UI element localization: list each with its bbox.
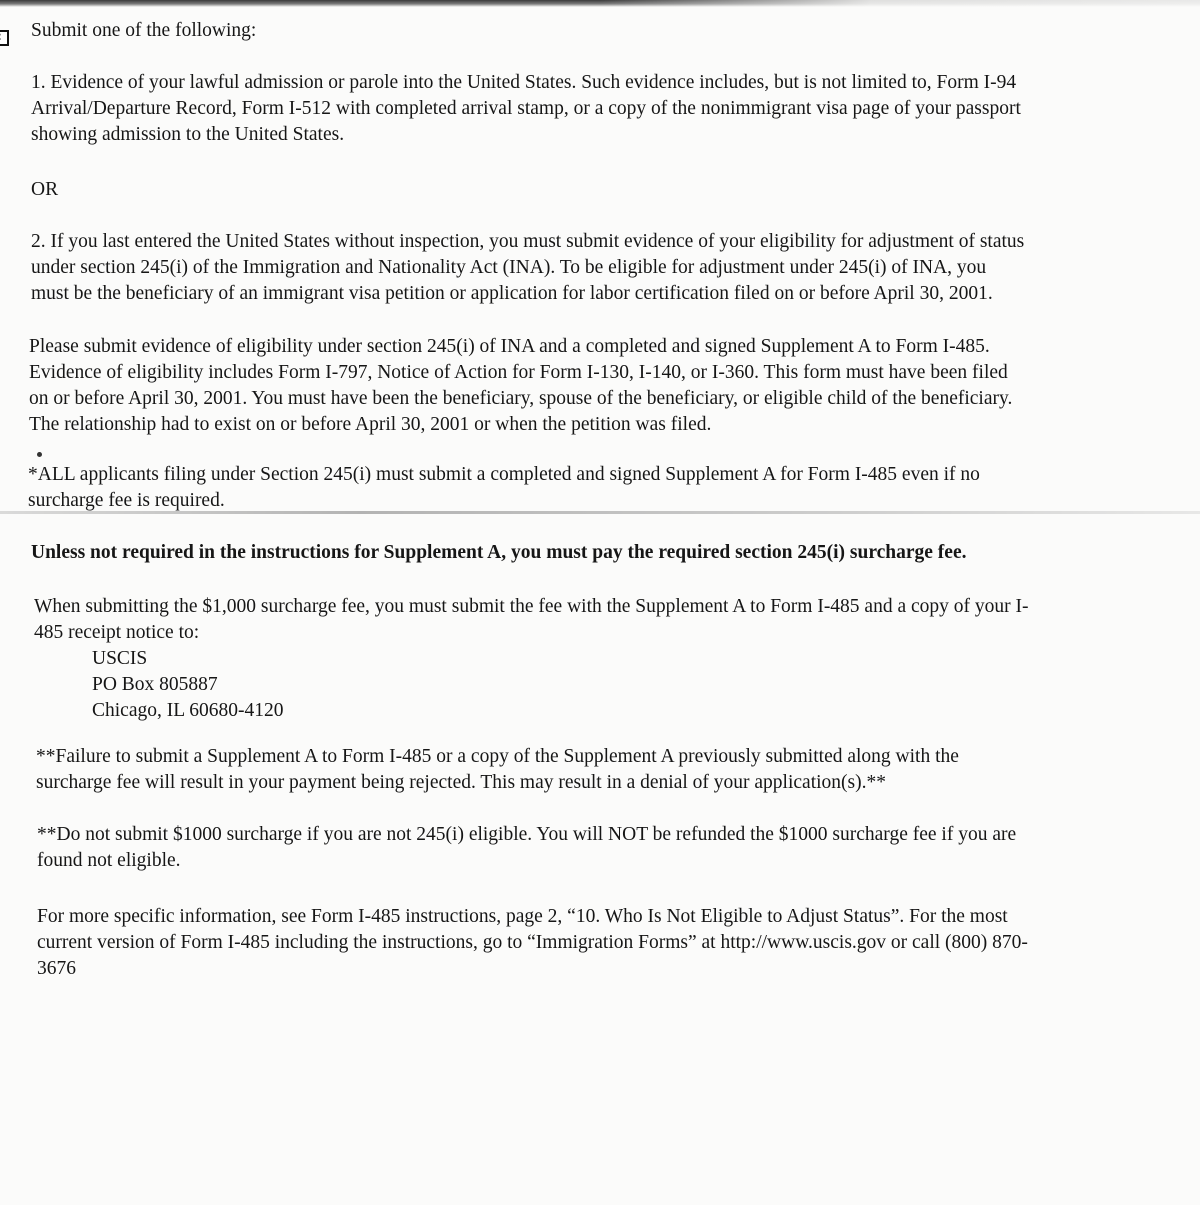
or-separator (31, 177, 58, 203)
option-1-line: Arrival/Departure Record, Form I-512 with completed arrival stamp, or a copy of the nonimmigrant visa page of your passport (31, 98, 1021, 119)
option-2-line: 2. If you last entered the United States without inspection, you must submit evidence of your eligibility for adjustment of status (31, 231, 1025, 252)
stray-mark (37, 452, 42, 457)
more-info-paragraph (37, 904, 1028, 982)
scan-top-edge-fade (600, 0, 1200, 7)
more-info-line: For more specific information, see Form I-485 instructions, page 2, “10. Who Is Not Eligible to Adjust Status”. For the most (37, 906, 1008, 927)
option-1-line: showing admission to the United States. (31, 124, 345, 145)
evidence-line: on or before April 30, 2001. You must have been the beneficiary, spouse of the beneficiary, or eligible child of the beneficiary. (29, 388, 1013, 409)
failure-note-paragraph (36, 744, 959, 796)
or-label: OR (31, 179, 59, 200)
not-eligible-line: found not eligible. (37, 850, 181, 871)
more-info-line: current version of Form I-485 including the instructions, go to “Immigration Forms” at http://www.uscis.gov or call (800) 870- (37, 932, 1028, 953)
submitting-fee-line: 485 receipt notice to: (34, 622, 200, 643)
scan-fold-line (0, 511, 1200, 514)
intro-line: Submit one of the following: (31, 20, 257, 41)
submitting-fee-paragraph (34, 594, 1029, 646)
more-info-line: 3676 (37, 958, 76, 979)
all-applicants-paragraph (28, 462, 980, 514)
intro-text (31, 18, 256, 44)
failure-note-line: surcharge fee will result in your payment being rejected. This may result in a denial of your application(s).** (36, 772, 886, 793)
evidence-line: The relationship had to exist on or before April 30, 2001 or when the petition was filed. (29, 414, 712, 435)
not-eligible-line: **Do not submit $1000 surcharge if you are not 245(i) eligible. You will NOT be refunded the $1000 surcharge fee if you are (37, 824, 1017, 845)
option-2-line: must be the beneficiary of an immigrant visa petition or application for labor certification filed on or before April 30, 2001. (31, 283, 993, 304)
all-applicants-line: surcharge fee is required. (28, 490, 225, 511)
evidence-line: Please submit evidence of eligibility under section 245(i) of INA and a completed and signed Supplement A to Form I-485. (29, 336, 990, 357)
all-applicants-line: *ALL applicants filing under Section 245(i) must submit a completed and signed Supplement A for Form I-485 even if no (28, 464, 980, 485)
surcharge-required-line: Unless not required in the instructions for Supplement A, you must pay the required section 245(i) surcharge fee. (31, 542, 967, 563)
option-2-line: under section 245(i) of the Immigration and Nationality Act (INA). To be eligible for adjustment under 245(i) of INA, you (31, 257, 987, 278)
check-mark-icon (0, 29, 2, 45)
option-2-paragraph (31, 229, 1024, 307)
checkbox-icon[interactable] (0, 30, 9, 46)
evidence-line: Evidence of eligibility includes Form I-797, Notice of Action for Form I-130, I-140, or I-360. This form must have been filed (29, 362, 1008, 383)
option-1-paragraph (31, 70, 1021, 148)
address-po-box: PO Box 805887 (92, 674, 218, 695)
mailing-address (92, 646, 284, 724)
not-eligible-paragraph (37, 822, 1016, 874)
address-city: Chicago, IL 60680-4120 (92, 700, 284, 721)
submitting-fee-line: When submitting the $1,000 surcharge fee, you must submit the fee with the Supplement A to Form I-485 and a copy of your I- (34, 596, 1029, 617)
surcharge-required-text (31, 540, 967, 566)
failure-note-line: **Failure to submit a Supplement A to Form I-485 or a copy of the Supplement A previously submitted along with the (36, 746, 959, 767)
option-1-line: 1. Evidence of your lawful admission or parole into the United States. Such evidence includes, but is not limited to, Form I-94 (31, 72, 1017, 93)
evidence-paragraph (29, 334, 1012, 438)
address-name: USCIS (92, 648, 148, 669)
